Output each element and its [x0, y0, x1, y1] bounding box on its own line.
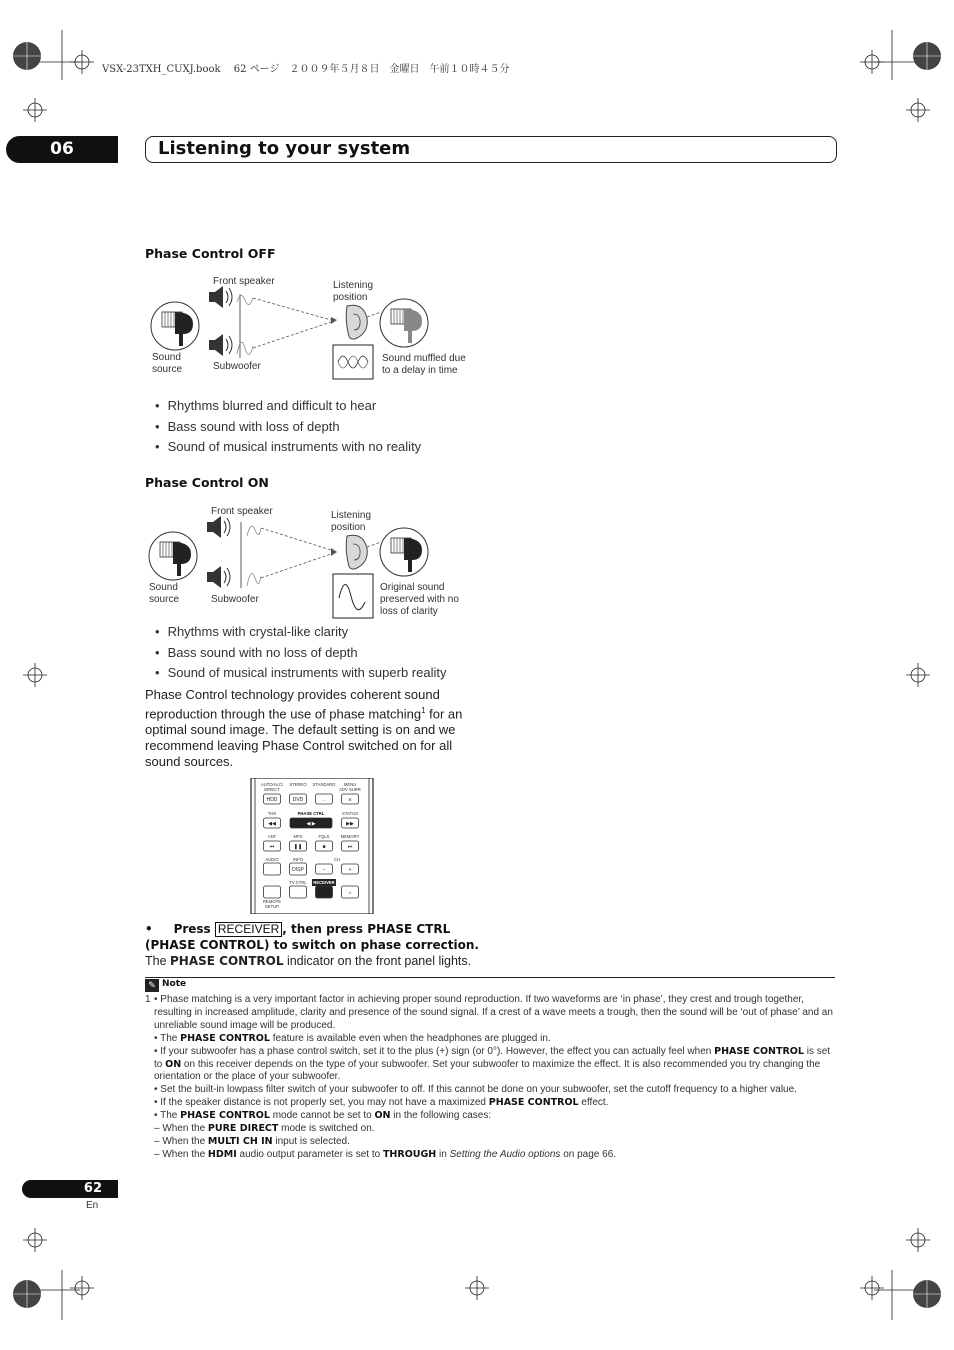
- phase-off-diagram: [145, 272, 485, 384]
- waveform-box: [333, 574, 373, 618]
- remote-label: AUDIO: [265, 857, 279, 862]
- phase-control-paragraph: [145, 687, 485, 770]
- step-result-bold: PHASE CONTROL: [170, 954, 284, 968]
- footnote-item: 1 • Phase matching is a very important factor in achieving proper sound reproduction. If two waveforms are ‘in phase’, they crest and trough together, resulting in increased amplitude, clarity and presence of the sound signal. If a crest of a wave meets a trough, then the sound will be ‘out of phase’ and an unreliable sound image will be produced.: [145, 994, 833, 1031]
- paragraph-text: Phase Control technology provides coherent sound reproduction through the use of phase matching: [145, 687, 440, 722]
- sound-source-icon: [151, 302, 199, 350]
- source-label: source: [149, 594, 180, 605]
- remote-label: REMOTE: [263, 899, 281, 904]
- remote-label: AUTO/ALC/: [260, 782, 284, 787]
- listening-label: Listening: [333, 280, 374, 291]
- remote-label: ☼: [347, 890, 353, 896]
- phase-off-list: [155, 396, 421, 458]
- remote-label: +: [348, 867, 352, 873]
- source-label: source: [152, 364, 183, 375]
- front-speaker-label: Front speaker: [213, 276, 275, 287]
- pencil-icon: ✎: [145, 979, 159, 992]
- remote-label: INFO: [292, 857, 304, 862]
- footnote-number: 1: [145, 994, 151, 1005]
- footnote-item: • The PHASE CONTROL feature is available even when the headphones are plugged in.: [154, 1032, 551, 1044]
- remote-label: CH: [333, 857, 341, 862]
- footnote-item: • If the speaker distance is not properly set, you may not have a maximized PHASE CONTROL effect.: [154, 1097, 609, 1109]
- front-speaker-icon: [207, 516, 230, 538]
- result-label-3: loss of clarity: [380, 606, 438, 617]
- remote-label: DIRECT: [264, 787, 280, 792]
- phase-on-list: [155, 622, 446, 684]
- step-result-post: indicator on the front panel lights.: [283, 954, 472, 968]
- receiver-key: RECEIVER: [215, 922, 282, 937]
- listener-source-icon: [380, 299, 428, 347]
- remote-label: MPX: [293, 834, 303, 839]
- footnote-item: • Set the built-in lowpass filter switch of your subwoofer to off. If this cannot be done on your subwoofer, set the cutoff frequency to a higher value.: [154, 1084, 797, 1096]
- ear-icon: [346, 535, 367, 569]
- note-label: Note: [162, 979, 187, 989]
- remote-label: ⏭: [347, 844, 353, 850]
- footnote-item: – When the MULTI CH IN input is selected.: [154, 1135, 350, 1147]
- remote-label: STEREO: [289, 782, 307, 787]
- position-label: position: [331, 522, 366, 533]
- chapter-number: 06: [6, 136, 118, 163]
- footnote-item: • The PHASE CONTROL mode cannot be set to ON in the following cases:: [154, 1110, 492, 1122]
- sound-label: Sound: [152, 352, 181, 363]
- subwoofer-icon: [207, 566, 230, 588]
- step-bullet: •: [145, 922, 153, 936]
- front-speaker-label: Front speaker: [211, 506, 273, 517]
- result-label-2: preserved with no: [380, 594, 459, 605]
- listener-source-icon: [380, 528, 428, 576]
- footnotes: [145, 994, 835, 1162]
- remote-label: STANDARD: [312, 782, 336, 787]
- remote-key: [264, 863, 281, 875]
- phase-on-diagram: [143, 502, 488, 620]
- step-instruction: [145, 921, 490, 953]
- step-press: Press: [173, 922, 211, 936]
- remote-illustration: [250, 778, 375, 914]
- remote-label: −: [322, 867, 326, 873]
- remote-label: ■: [322, 844, 326, 850]
- waveform-box: [333, 345, 373, 379]
- remote-label: ◀ ▶: [306, 821, 316, 827]
- step-result-pre: The: [145, 954, 171, 968]
- remote-label: TV CTRL: [289, 880, 307, 885]
- remote-label: DVD: [292, 797, 304, 803]
- footnote-item: • If your subwoofer has a phase control switch, set it to the plus (+) sign (or 0°). However, the effect you can actually feel when PHASE CONTROL is set to ON on this receiver depends on the type of your subwoofer. Set your subwoofer to maximize the effect. It is also recommended you try changing the orientation or the place of your subwoofer.: [154, 1045, 831, 1083]
- position-label: position: [333, 292, 368, 303]
- remote-label: ADV SURR: [339, 787, 361, 792]
- phase-on-heading: Phase Control ON: [145, 475, 269, 490]
- remote-label: ←: [321, 797, 327, 803]
- phase-off-heading: Phase Control OFF: [145, 246, 276, 261]
- subwoofer-icon: [209, 334, 232, 356]
- paragraph-text-cont: for an optimal sound image. The default setting is on and we recommend leaving Phase Control switched on for all sound sources.: [145, 706, 463, 770]
- result-label-2: to a delay in time: [382, 365, 458, 376]
- remote-label: ANT: [267, 834, 277, 839]
- note-divider: [145, 977, 835, 978]
- remote-key: [264, 886, 281, 898]
- step-result: [145, 954, 471, 968]
- remote-key: [290, 886, 307, 898]
- remote-label: THX: [267, 811, 277, 816]
- footnote-item: – When the PURE DIRECT mode is switched on.: [154, 1123, 375, 1135]
- list-item: • Rhythms blurred and difficult to hear: [155, 396, 421, 417]
- list-item: • Rhythms with crystal-like clarity: [155, 622, 446, 643]
- sound-source-icon: [149, 532, 197, 580]
- page-language: En: [86, 1200, 99, 1211]
- remote-label: PHASE CTRL: [297, 811, 325, 816]
- remote-label: ❚❚: [293, 844, 303, 850]
- sound-label: Sound: [149, 582, 178, 593]
- footnote-ref: 1: [421, 706, 426, 715]
- remote-label: ⨯: [347, 797, 353, 803]
- chapter-title-bar: [145, 136, 837, 163]
- subwoofer-label: Subwoofer: [213, 361, 261, 372]
- remote-label: STATUS: [342, 811, 358, 816]
- footnote-item: – When the HDMI audio output parameter is set to THROUGH in Setting the Audio options on page 66.: [154, 1148, 617, 1160]
- listening-label: Listening: [331, 510, 372, 521]
- remote-label: FQLS: [318, 834, 330, 839]
- print-header: VSX-23TXH_CUXJ.book 62 ページ ２００９年５月８日 金曜日 午前１０時４５分: [102, 64, 510, 75]
- remote-label: ⏮: [269, 844, 275, 850]
- remote-label: MEMORY: [340, 834, 360, 839]
- remote-label: ◀◀: [268, 821, 276, 827]
- remote-label: SETUP: [265, 904, 279, 909]
- list-item: • Bass sound with no loss of depth: [155, 643, 446, 664]
- result-label-1: Sound muffled due: [382, 353, 466, 364]
- step-rest: , then press PHASE CTRL (PHASE CONTROL) to switch on phase correction.: [145, 922, 479, 952]
- list-item: • Bass sound with loss of depth: [155, 417, 421, 438]
- remote-key: [316, 886, 333, 898]
- result-label-1: Original sound: [380, 582, 445, 593]
- front-speaker-icon: [209, 286, 232, 308]
- remote-label: RECEIVER: [313, 880, 335, 885]
- list-item: • Sound of musical instruments with superb reality: [155, 663, 446, 684]
- chapter-title: Listening to your system: [158, 138, 411, 159]
- ear-icon: [346, 305, 367, 339]
- remote-label: DISP: [292, 867, 304, 873]
- remote-label: HDD: [266, 797, 278, 803]
- remote-label: ▶▶: [346, 821, 354, 827]
- subwoofer-label: Subwoofer: [211, 594, 259, 605]
- remote-label: MENU: [343, 782, 357, 787]
- page-number: 62: [22, 1180, 118, 1198]
- list-item: • Sound of musical instruments with no reality: [155, 437, 421, 458]
